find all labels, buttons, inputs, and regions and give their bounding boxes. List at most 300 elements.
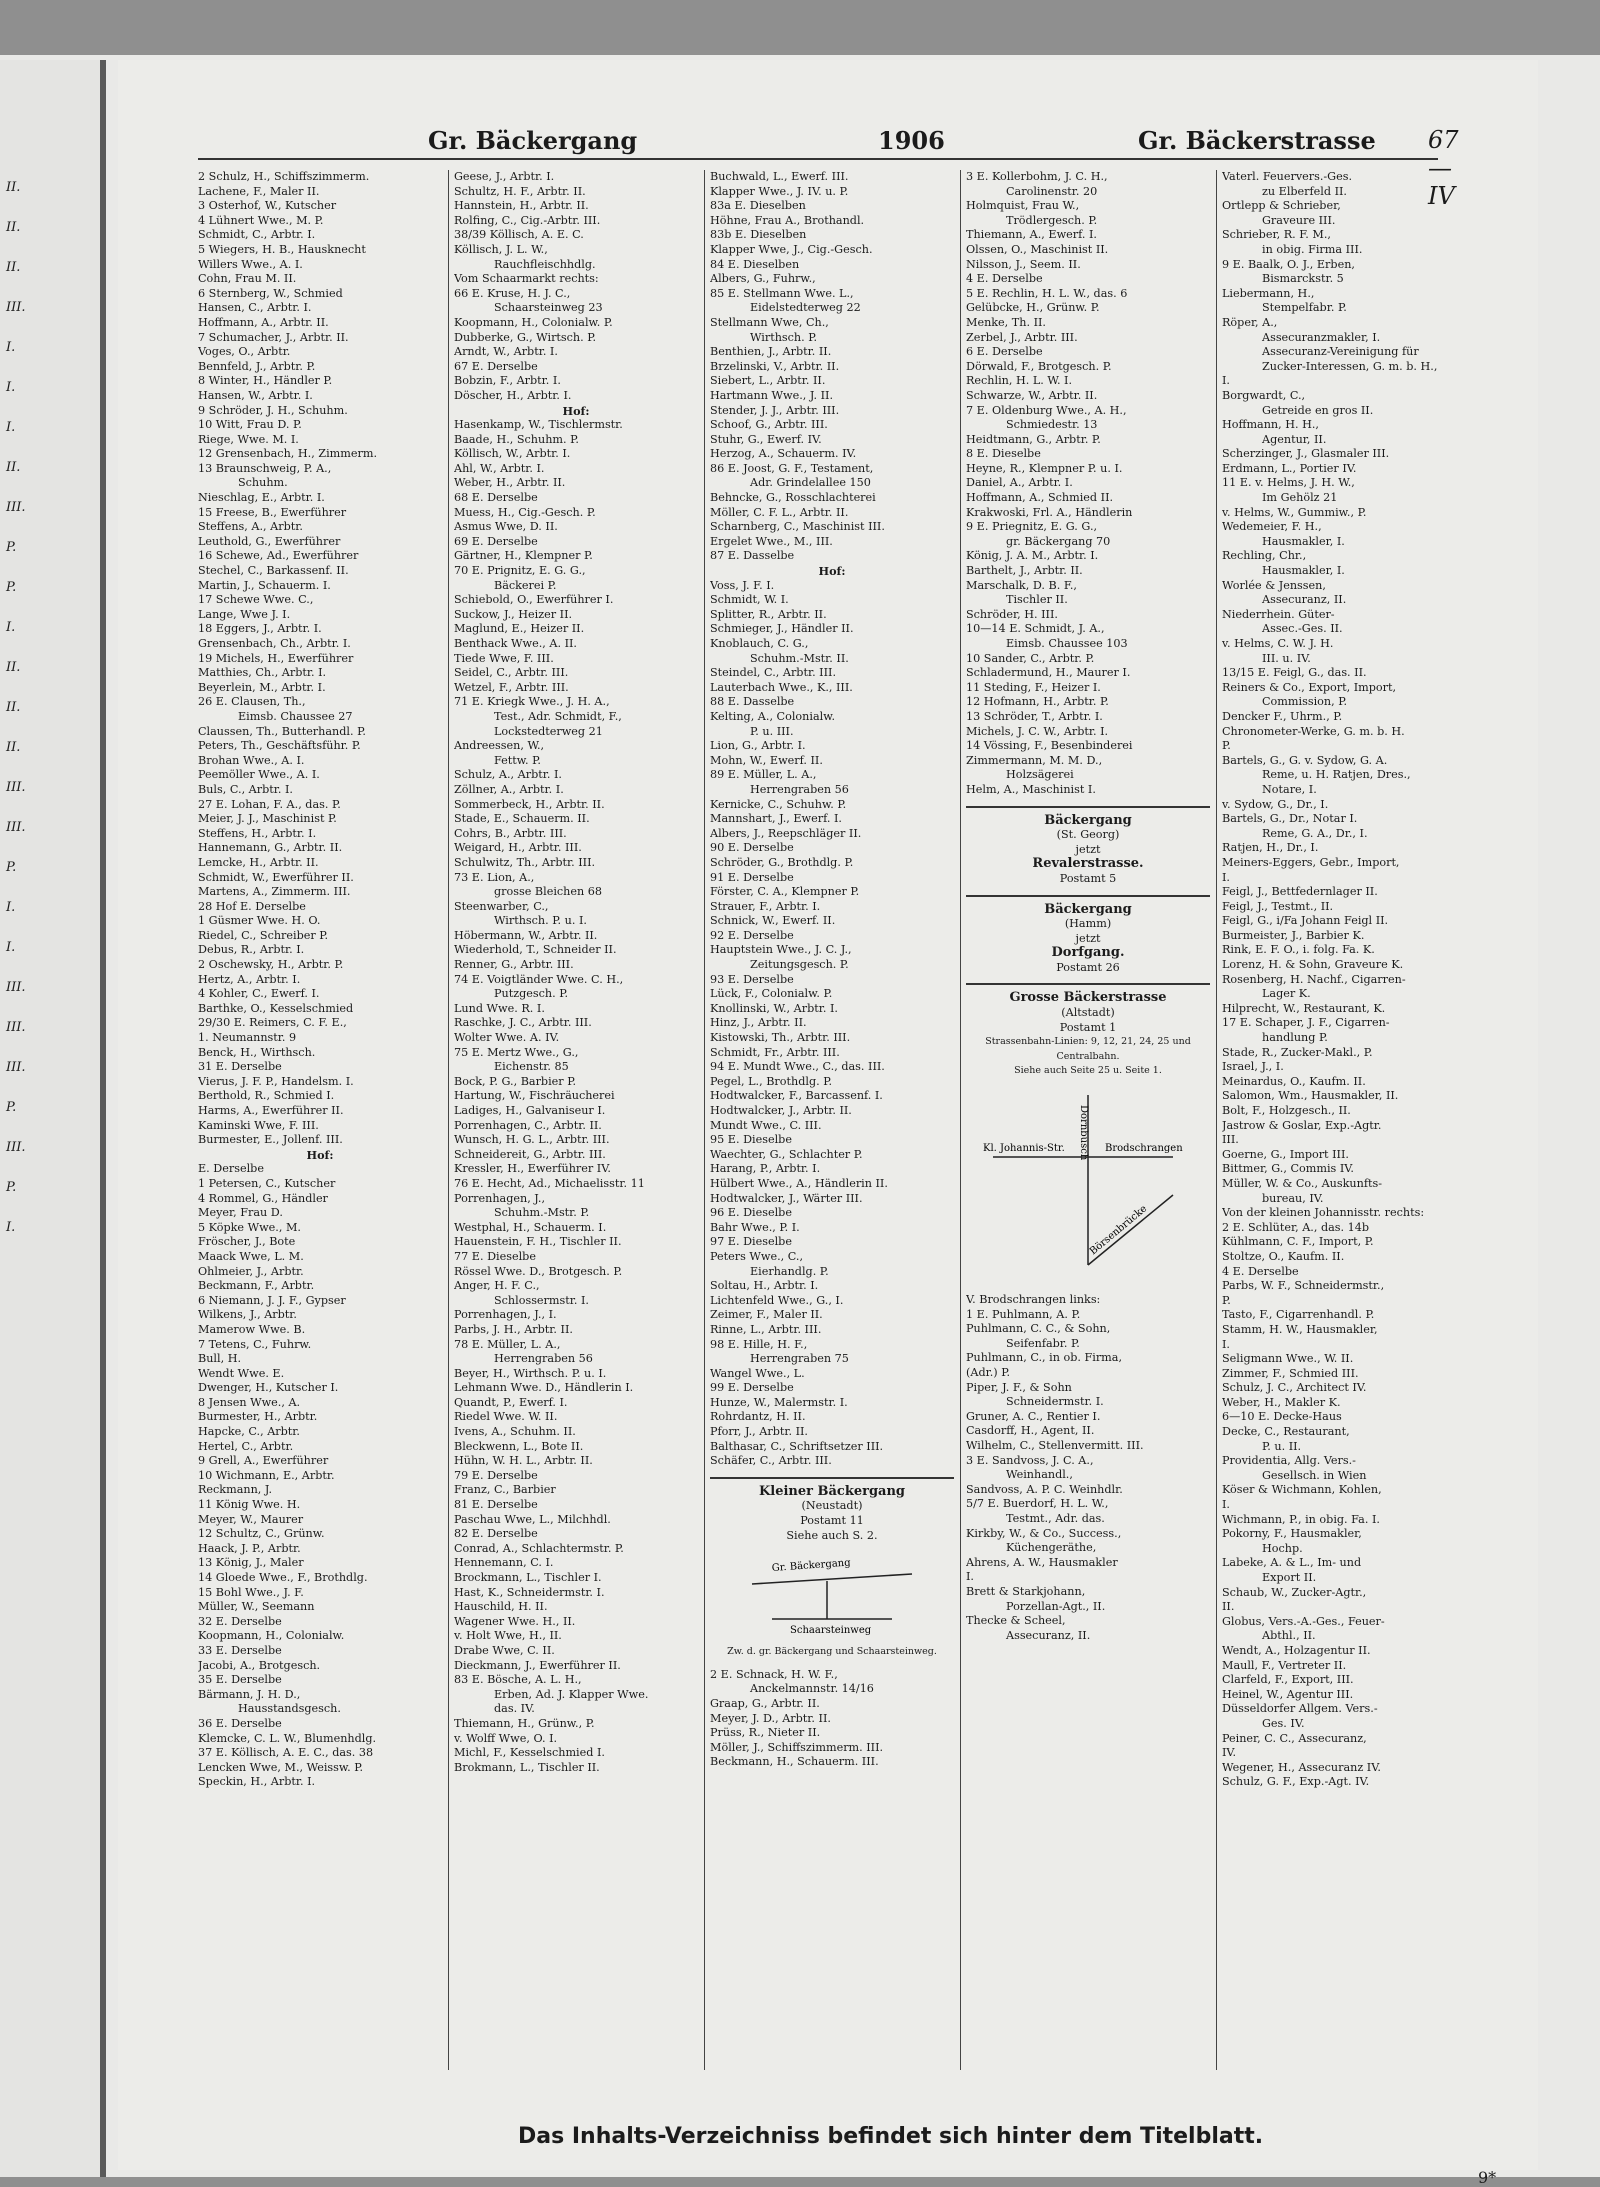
- directory-entry: 81 E. Derselbe: [454, 1498, 538, 1512]
- directory-entry: Balthasar, C., Schriftsetzer III.: [710, 1439, 884, 1453]
- directory-entry: Rechlin, H. L. W. I.: [966, 374, 1073, 388]
- margin-mark: I.: [6, 340, 16, 355]
- directory-entry: Erben, Ad. J. Klapper Wwe.: [494, 1687, 649, 1701]
- margin-mark: II.: [6, 460, 21, 475]
- previous-page-edge: [0, 60, 106, 2177]
- directory-entry: Sommerbeck, H., Arbtr. II.: [454, 797, 605, 811]
- directory-entry: 19 Michels, H., Ewerführer: [198, 651, 354, 665]
- directory-entry: Graveure III.: [1262, 213, 1336, 227]
- directory-entry: Dörwald, F., Brotgesch. P.: [966, 359, 1112, 373]
- directory-entry: III.: [1222, 1133, 1239, 1147]
- directory-entry: Bartels, G., Dr., Notar I.: [1222, 812, 1358, 826]
- directory-entry: Feigl, J., Bettfedernlager II.: [1222, 885, 1378, 899]
- directory-entry: 91 E. Derselbe: [710, 870, 794, 884]
- directory-entry: Adr. Grindelallee 150: [750, 476, 871, 490]
- directory-entry: Riedel, C., Schreiber P.: [198, 928, 329, 942]
- directory-entry: Weinhandl.,: [1006, 1468, 1073, 1482]
- directory-entry: Zöllner, A., Arbtr. I.: [454, 782, 564, 796]
- directory-entry: 83a E. Dieselben: [710, 199, 806, 213]
- kleiner-baeckergang-box: [710, 1477, 954, 1660]
- directory-entry: Tasto, F., Cigarrenhandl. P.: [1222, 1308, 1375, 1322]
- directory-entry: Peiner, C. C., Assecuranz,: [1222, 1731, 1367, 1745]
- directory-entry: Reckmann, J.: [198, 1483, 273, 1497]
- directory-entry: Rinne, L., Arbtr. III.: [710, 1322, 822, 1336]
- directory-entry: 95 E. Dieselbe: [710, 1133, 792, 1147]
- baeckergang-hamm-box: [966, 895, 1210, 976]
- directory-entry: Hof:: [306, 1147, 334, 1162]
- directory-entry: 5 Köpke Wwe., M.: [198, 1220, 301, 1234]
- directory-entry: 8 Jensen Wwe., A.: [198, 1395, 301, 1409]
- directory-entry: Scherzinger, J., Glasmaler III.: [1222, 447, 1390, 461]
- directory-entry: Ges. IV.: [1262, 1716, 1305, 1730]
- directory-entry: Schneidermstr. I.: [1006, 1395, 1104, 1409]
- directory-entry: Reiners & Co., Export, Import,: [1222, 680, 1397, 694]
- directory-entry: 71 E. Kriegk Wwe., J. H. A.,: [454, 695, 610, 709]
- directory-entry: 18 Eggers, J., Arbtr. I.: [198, 622, 322, 636]
- margin-mark: II.: [6, 180, 21, 195]
- directory-entry: I.: [1222, 870, 1230, 884]
- directory-entry: Lockstedterweg 21: [494, 724, 603, 738]
- directory-entry: Matthies, Ch., Arbtr. I.: [198, 666, 327, 680]
- directory-entry: Bahr Wwe., P. I.: [710, 1220, 800, 1234]
- directory-entry: v. Sydow, G., Dr., I.: [1222, 797, 1329, 811]
- directory-entry: Bennfeld, J., Arbtr. P.: [198, 359, 316, 373]
- directory-entry: P.: [1222, 739, 1231, 753]
- directory-entry: Muess, H., Cig.-Gesch. P.: [454, 505, 596, 519]
- box-postamt: Postamt 26: [1056, 960, 1120, 974]
- directory-entry: Lachene, F., Maler II.: [198, 184, 320, 198]
- directory-entry: Steffens, H., Arbtr. I.: [198, 826, 317, 840]
- directory-entry: Speckin, H., Arbtr. I.: [198, 1775, 316, 1789]
- directory-entry: Weber, H., Makler K.: [1222, 1395, 1341, 1409]
- directory-entry: Thiemann, H., Grünw., P.: [454, 1716, 595, 1730]
- directory-entry: Ahl, W., Arbtr. I.: [454, 461, 545, 475]
- directory-entry: Rauchfleischhdlg.: [494, 257, 596, 271]
- directory-entry: P. u. III.: [750, 724, 794, 738]
- directory-entry: Schoof, G., Arbtr. III.: [710, 418, 828, 432]
- directory-entry: Schmidt, C., Arbtr. I.: [198, 228, 316, 242]
- directory-entry: 15 Freese, B., Ewerführer: [198, 505, 347, 519]
- directory-entry: Raschke, J. C., Arbtr. III.: [454, 1016, 592, 1030]
- directory-entry: Hertel, C., Arbtr.: [198, 1439, 294, 1453]
- directory-entry: Clarfeld, F., Export, III.: [1222, 1673, 1354, 1687]
- directory-entry: Röper, A.,: [1222, 315, 1278, 329]
- directory-entry: Globus, Vers.-A.-Ges., Feuer-: [1222, 1614, 1385, 1628]
- directory-entry: 5 E. Rechlin, H. L. W., das. 6: [966, 286, 1128, 300]
- directory-entry: IV.: [1222, 1746, 1237, 1760]
- directory-entry: I.: [1222, 1337, 1230, 1351]
- directory-entry: Hartung, W., Fischräucherei: [454, 1089, 615, 1103]
- directory-entry: Lund Wwe. R. I.: [454, 1001, 545, 1015]
- directory-entry: Dwenger, H., Kutscher I.: [198, 1381, 339, 1395]
- directory-entry: Haack, J. P., Arbtr.: [198, 1541, 301, 1555]
- directory-entry: Carolinenstr. 20: [1006, 184, 1098, 198]
- directory-entry: 35 E. Derselbe: [198, 1673, 282, 1687]
- directory-entry: Lemcke, H., Arbtr. II.: [198, 855, 319, 869]
- directory-entry: Wilkens, J., Arbtr.: [198, 1308, 297, 1322]
- directory-entry: Siebert, L., Arbtr. II.: [710, 374, 826, 388]
- directory-entry: Herrengraben 56: [494, 1352, 593, 1366]
- directory-entry: 13 König, J., Maler: [198, 1556, 304, 1570]
- directory-entry: Tischler II.: [1006, 593, 1068, 607]
- directory-entry: Mamerow Wwe. B.: [198, 1322, 306, 1336]
- directory-entry: Hunze, W., Malermstr. I.: [710, 1395, 848, 1409]
- directory-entry: Gelübcke, H., Grünw. P.: [966, 301, 1100, 315]
- directory-entry: Feigl, J., Testmt., II.: [1222, 899, 1334, 913]
- directory-entry: Claussen, Th., Butterhandl. P.: [198, 724, 366, 738]
- directory-entry: 5 Wiegers, H. B., Hausknecht: [198, 242, 366, 256]
- margin-mark: P.: [6, 580, 17, 595]
- directory-entry: in obig. Firma III.: [1262, 242, 1363, 256]
- margin-mark: II.: [6, 220, 21, 235]
- directory-entry: Schulz, A., Arbtr. I.: [454, 768, 562, 782]
- directory-entry: Reme, u. H. Ratjen, Dres.,: [1262, 768, 1411, 782]
- directory-entry: 10 Witt, Frau D. P.: [198, 418, 302, 432]
- directory-entry: Nieschlag, E., Arbtr. I.: [198, 491, 325, 505]
- directory-entry: Wendt Wwe. E.: [198, 1366, 285, 1380]
- directory-entry: Rolfing, C., Cig.-Arbtr. III.: [454, 213, 601, 227]
- directory-entry: Höhne, Frau A., Brothandl.: [710, 213, 865, 227]
- directory-entry: Schröder, H. III.: [966, 607, 1058, 621]
- margin-mark: II.: [6, 700, 21, 715]
- margin-mark: I.: [6, 620, 16, 635]
- directory-entry: Lichtenfeld Wwe., G., I.: [710, 1293, 844, 1307]
- directory-entry: Mohn, W., Ewerf. II.: [710, 753, 823, 767]
- directory-entry: Drabe Wwe, C. II.: [454, 1643, 555, 1657]
- directory-entry: Scharnberg, C., Maschinist III.: [710, 520, 885, 534]
- directory-entry: Hodtwalcker, J., Arbtr. II.: [710, 1104, 852, 1117]
- column-4: [966, 170, 1210, 1643]
- directory-entry: Kühlmann, C. F., Import, P.: [1222, 1235, 1374, 1249]
- directory-entry: Martens, A., Zimmerm. III.: [198, 885, 351, 899]
- directory-entry: Schnick, W., Ewerf. II.: [710, 914, 836, 928]
- directory-entry: Hausmakler, I.: [1262, 534, 1345, 548]
- margin-mark: II.: [6, 740, 21, 755]
- directory-entry: v. Helms, C. W. J. H.: [1222, 637, 1334, 650]
- directory-entry: Israel, J., I.: [1222, 1060, 1284, 1074]
- directory-entry: Voges, O., Arbtr.: [198, 345, 291, 359]
- directory-entry: 9 E. Priegnitz, E. G. G.,: [966, 520, 1098, 534]
- directory-entry: Assecuranz-Vereinigung für: [1262, 345, 1419, 359]
- directory-entry: Prüss, R., Nieter II.: [710, 1726, 821, 1740]
- directory-entry: Klapper Wwe, J., Cig.-Gesch.: [710, 242, 873, 256]
- directory-entry: Wilhelm, C., Stellenvermitt. III.: [966, 1438, 1144, 1452]
- directory-entry: Mannshart, J., Ewerf. I.: [710, 812, 842, 826]
- directory-entry: 69 E. Derselbe: [454, 534, 538, 548]
- directory-entry: Stellmann Wwe, Ch.,: [710, 315, 829, 329]
- directory-entry: Chronometer-Werke, G. m. b. H.: [1222, 724, 1405, 738]
- directory-entry: Schwarze, W., Arbtr. II.: [966, 388, 1098, 402]
- box-subtitle: (Neustadt): [801, 1499, 863, 1513]
- directory-entry: Kernicke, C., Schuhw. P.: [710, 797, 847, 811]
- directory-entry: Renner, G., Arbtr. III.: [454, 958, 574, 972]
- directory-entry: Schultz, H. F., Arbtr. II.: [454, 184, 586, 198]
- margin-mark: III.: [6, 300, 26, 315]
- street-sketch: [732, 1549, 932, 1639]
- directory-entry: 12 Schultz, C., Grünw.: [198, 1527, 325, 1541]
- directory-entry: Meyer, W., Maurer: [198, 1512, 304, 1526]
- directory-entry: Bäckerei P.: [494, 578, 557, 592]
- directory-entry: Stempelfabr. P.: [1262, 301, 1347, 315]
- directory-entry: Schaub, W., Zucker-Agtr.,: [1222, 1585, 1367, 1599]
- directory-entry: 13 Braunschweig, P. A.,: [198, 461, 332, 475]
- box-see-also: Siehe auch Seite 25 u. Seite 1.: [1014, 1065, 1162, 1077]
- directory-entry: Schulwitz, Th., Arbtr. III.: [454, 855, 596, 869]
- directory-entry: Porrenhagen, C., Arbtr. II.: [454, 1118, 602, 1132]
- directory-entry: Kistowski, Th., Arbtr. III.: [710, 1031, 851, 1045]
- directory-entry: Fröscher, J., Bote: [198, 1235, 296, 1249]
- directory-entry: 8 Winter, H., Händler P.: [198, 374, 333, 388]
- directory-entry: Wetzel, F., Arbtr. III.: [454, 680, 569, 694]
- directory-entry: Schneidereit, G., Arbtr. III.: [454, 1147, 606, 1161]
- directory-entry: E. Derselbe: [198, 1162, 264, 1176]
- box-jetzt: jetzt: [1075, 931, 1101, 945]
- directory-entry: 87 E. Dasselbe: [710, 549, 795, 563]
- footer-note: Das Inhalts-Verzeichniss befindet sich hinter dem Titelblatt.: [518, 2124, 1264, 2149]
- directory-entry: Koopmann, H., Colonialw. P.: [454, 315, 613, 329]
- directory-entry: Wichmann, P., in obig. Fa. I.: [1222, 1512, 1380, 1526]
- directory-entry: Porrenhagen, J.,: [454, 1191, 546, 1205]
- directory-entry: Zeitungsgesch. P.: [750, 958, 849, 972]
- directory-entry: 11 König Wwe. H.: [198, 1498, 301, 1512]
- directory-entry: Hoffmann, H. H.,: [1222, 418, 1319, 432]
- directory-entry: 83 E. Bösche, A. L. H.,: [454, 1673, 582, 1687]
- directory-entry: Von der kleinen Johannisstr. rechts:: [1222, 1206, 1425, 1220]
- directory-entry: Hansen, C., Arbtr. I.: [198, 301, 312, 315]
- directory-entry: Harang, P., Arbtr. I.: [710, 1162, 821, 1176]
- directory-entry: Lager K.: [1262, 987, 1311, 1001]
- directory-entry: Berthold, R., Schmied I.: [198, 1089, 335, 1103]
- directory-entry: 6 Niemann, J. J. F., Gypser: [198, 1293, 346, 1307]
- directory-entry: Heinel, W., Agentur III.: [1222, 1687, 1354, 1701]
- margin-mark: I.: [6, 420, 16, 435]
- box-subtitle: (St. Georg): [1056, 828, 1120, 842]
- directory-entry: Holmquist, Frau W.,: [966, 199, 1080, 213]
- directory-entry: 6 E. Derselbe: [966, 345, 1043, 359]
- directory-entry: Ohlmeier, J., Arbtr.: [198, 1264, 304, 1278]
- box-tram-lines: Strassenbahn-Linien: 9, 12, 21, 24, 25 und Centralbahn.: [985, 1036, 1191, 1062]
- directory-entry: Assecuranzmakler, I.: [1262, 330, 1381, 344]
- directory-entry: Thiemann, A., Ewerf. I.: [966, 228, 1097, 242]
- directory-entry: Schaarsteinweg 23: [494, 301, 603, 315]
- directory-entry: Brokmann, L., Tischler II.: [454, 1760, 600, 1774]
- directory-entry: Bobzin, F., Arbtr. I.: [454, 374, 561, 388]
- directory-entry: v. Wolff Wwe, O. I.: [454, 1731, 558, 1745]
- directory-entry: Zimmermann, M. M. D.,: [966, 753, 1103, 767]
- column-divider: [960, 170, 961, 2070]
- directory-entry: 86 E. Joost, G. F., Testament,: [710, 461, 874, 475]
- directory-entry: Koopmann, H., Colonialw.: [198, 1629, 345, 1643]
- directory-entry: Anger, H. F. C.,: [454, 1279, 540, 1293]
- directory-entry: 14 Gloede Wwe., F., Brothdlg.: [198, 1571, 368, 1584]
- directory-entry: Ahrens, A. W., Hausmakler: [966, 1555, 1118, 1569]
- column-divider: [1216, 170, 1217, 2070]
- directory-entry: Hapcke, C., Arbtr.: [198, 1425, 300, 1439]
- directory-entry: Ivens, A., Schuhm. II.: [454, 1425, 576, 1439]
- directory-entry: Bleckwenn, L., Bote II.: [454, 1439, 584, 1453]
- directory-entry: Erdmann, L., Portier IV.: [1222, 461, 1357, 475]
- directory-entry: Wedemeier, F. H.,: [1222, 520, 1322, 534]
- directory-entry: Benthack Wwe., A. II.: [454, 637, 577, 650]
- directory-entry: Riege, Wwe. M. I.: [198, 432, 299, 446]
- directory-entry: Debus, R., Arbtr. I.: [198, 943, 305, 957]
- directory-entry: Peters Wwe., C.,: [710, 1249, 804, 1263]
- directory-entry: 33 E. Derselbe: [198, 1643, 282, 1657]
- directory-entry: Beckmann, H., Schauerm. III.: [710, 1755, 879, 1769]
- box-title: Bäckergang: [1044, 812, 1132, 828]
- directory-entry: Westphal, H., Schauerm. I.: [454, 1220, 607, 1234]
- directory-entry: Köllisch, W., Arbtr. I.: [454, 447, 571, 461]
- directory-entry: Tiede Wwe, F. III.: [454, 651, 554, 665]
- directory-entry: 13/15 E. Feigl, G., das. II.: [1222, 666, 1367, 680]
- margin-mark: II.: [6, 660, 21, 675]
- directory-entry: Zimmer, F., Schmied III.: [1222, 1366, 1359, 1380]
- directory-entry: Ortlepp & Schrieber,: [1222, 199, 1341, 213]
- directory-entry: Hof:: [818, 564, 846, 579]
- directory-entry: Franz, C., Barbier: [454, 1483, 556, 1497]
- directory-entry: Beyer, H., Wirthsch. P. u. I.: [454, 1366, 607, 1380]
- directory-entry: 17 Schewe Wwe. C.,: [198, 593, 314, 607]
- directory-entry: Labeke, A. & L., Im- und: [1222, 1556, 1362, 1570]
- directory-entry: Rohrdantz, H. II.: [710, 1410, 806, 1424]
- directory-entry: Kirkby, W., & Co., Success.,: [966, 1526, 1122, 1540]
- directory-entry: Dieckmann, J., Ewerführer II.: [454, 1658, 621, 1672]
- directory-entry: grosse Bleichen 68: [494, 885, 602, 899]
- directory-entry: Bartels, G., G. v. Sydow, G. A.: [1222, 753, 1388, 767]
- column-4-entries: [966, 170, 1210, 798]
- directory-entry: Hodtwalcker, F., Barcassenf. I.: [710, 1089, 883, 1103]
- directory-entry: Holzsägerei: [1006, 768, 1074, 782]
- directory-entry: 1 E. Puhlmann, A. P.: [966, 1307, 1081, 1321]
- directory-entry: Assecuranz, II.: [1006, 1628, 1091, 1642]
- directory-entry: Paschau Wwe, L., Milchhdl.: [454, 1512, 611, 1526]
- directory-entry: 12 Hofmann, H., Arbtr. P.: [966, 695, 1109, 709]
- street-sketch: [973, 1085, 1203, 1285]
- directory-entry: Stamm, H. W., Hausmakler,: [1222, 1322, 1378, 1336]
- margin-mark: III.: [6, 820, 26, 835]
- directory-entry: Buchwald, L., Ewerf. III.: [710, 170, 849, 183]
- directory-entry: Trödlergesch. P.: [1006, 213, 1098, 227]
- directory-entry: Schulz, G. F., Exp.-Agt. IV.: [1222, 1775, 1370, 1789]
- directory-entry: 38/39 Köllisch, A. E. C.: [454, 228, 584, 242]
- directory-entry: 6 Sternberg, W., Schmied: [198, 286, 343, 300]
- directory-entry: Behncke, G., Rosschlachterei: [710, 491, 876, 505]
- directory-entry: Andreessen, W.,: [454, 739, 545, 753]
- directory-entry: Arndt, W., Arbtr. I.: [454, 345, 558, 359]
- directory-entry: 8 E. Dieselbe: [966, 447, 1041, 461]
- directory-entry: Beckmann, F., Arbtr.: [198, 1279, 315, 1293]
- box-note: Zw. d. gr. Bäckergang und Schaarsteinweg.: [727, 1646, 937, 1658]
- directory-entry: Schmidt, W., Ewerführer II.: [198, 870, 354, 884]
- margin-mark: III.: [6, 780, 26, 795]
- directory-entry: 2 Oschewsky, H., Arbtr. P.: [198, 958, 344, 972]
- directory-entry: Testmt., Adr. das.: [1006, 1511, 1105, 1525]
- directory-entry: Pforr, J., Arbtr. II.: [710, 1425, 808, 1439]
- directory-entry: Zeimer, F., Maler II.: [710, 1308, 823, 1322]
- directory-entry: Notare, I.: [1262, 782, 1317, 796]
- directory-entry: 29/30 E. Reimers, C. F. E.,: [198, 1016, 347, 1030]
- directory-entry: Michels, J. C. W., Arbtr. I.: [966, 724, 1109, 738]
- directory-entry: Meinardus, O., Kaufm. II.: [1222, 1074, 1366, 1088]
- directory-entry: Krakwoski, Frl. A., Händlerin: [966, 505, 1133, 519]
- directory-entry: Köser & Wichmann, Kohlen,: [1222, 1483, 1382, 1497]
- directory-entry: Bolt, F., Holzgesch., II.: [1222, 1104, 1351, 1117]
- directory-entry: 15 Bohl Wwe., J. F.: [198, 1585, 304, 1599]
- directory-entry: Wiederhold, T., Schneider II.: [454, 943, 617, 957]
- directory-entry: 4 E. Derselbe: [1222, 1264, 1299, 1278]
- directory-entry: Wirthsch. P.: [750, 330, 818, 344]
- directory-entry: Ratjen, H., Dr., I.: [1222, 841, 1319, 855]
- directory-entry: Meiners-Eggers, Gebr., Import,: [1222, 855, 1400, 869]
- margin-mark: P.: [6, 1180, 17, 1195]
- directory-entry: P.: [1222, 1293, 1231, 1307]
- directory-entry: Heidtmann, G., Arbtr. P.: [966, 432, 1101, 446]
- column-4-entries-after: [966, 1293, 1210, 1643]
- directory-entry: 76 E. Hecht, Ad., Michaelisstr. 11: [454, 1176, 645, 1190]
- page-number: 9*: [1478, 2168, 1497, 2187]
- directory-entry: Zerbel, J., Arbtr. III.: [966, 330, 1078, 344]
- directory-entry: II.: [1222, 1600, 1235, 1614]
- directory-entry: Weber, H., Arbtr. II.: [454, 476, 566, 490]
- box-subtitle: (Altstadt): [1061, 1006, 1115, 1020]
- directory-entry: Cohn, Frau M. II.: [198, 272, 297, 286]
- box-postamt: Postamt 5: [1059, 871, 1117, 885]
- directory-entry: 4 Kohler, C., Ewerf. I.: [198, 987, 320, 1001]
- directory-entry: 36 E. Derselbe: [198, 1716, 282, 1730]
- directory-entry: Cohrs, B., Arbtr. III.: [454, 826, 567, 840]
- directory-entry: Strauer, F., Arbtr. I.: [710, 899, 821, 913]
- column-divider: [704, 170, 705, 2070]
- directory-entry: Leuthold, G., Ewerführer: [198, 534, 341, 548]
- directory-entry: Gesellsch. in Wien: [1262, 1468, 1367, 1482]
- directory-entry: Schrieber, R. F. M.,: [1222, 228, 1331, 242]
- directory-entry: 9 Grell, A., Ewerführer: [198, 1454, 329, 1468]
- directory-entry: Lange, Wwe J. I.: [198, 607, 291, 621]
- directory-entry: 85 E. Stellmann Wwe. L.,: [710, 286, 854, 300]
- street-label: Dornbusch: [1078, 1105, 1089, 1161]
- directory-entry: Hoffmann, A., Arbtr. II.: [198, 315, 329, 329]
- directory-entry: Stoltze, O., Kaufm. II.: [1222, 1249, 1345, 1263]
- margin-mark: P.: [6, 860, 17, 875]
- box-title: Grosse Bäckerstrasse: [1009, 990, 1167, 1006]
- directory-entry: Gruner, A. C., Rentier I.: [966, 1409, 1101, 1423]
- directory-entry: Assecuranz, II.: [1262, 593, 1347, 607]
- directory-entry: Baade, H., Schuhm. P.: [454, 432, 579, 446]
- directory-entry: Wangel Wwe., L.: [710, 1366, 805, 1380]
- directory-entry: 94 E. Mundt Wwe., C., das. III.: [710, 1060, 885, 1074]
- directory-entry: 7 Schumacher, J., Arbtr. II.: [198, 330, 349, 344]
- directory-entry: Hoffmann, A., Schmied II.: [966, 491, 1114, 505]
- directory-entry: Puhlmann, C. C., & Sohn,: [966, 1322, 1111, 1336]
- directory-entry: Stuhr, G., Ewerf. IV.: [710, 432, 822, 446]
- directory-entry: Stade, R., Zucker-Makl., P.: [1222, 1045, 1373, 1059]
- directory-entry: Schuhm.-Mstr. II.: [750, 651, 849, 665]
- margin-mark: I.: [6, 900, 16, 915]
- directory-entry: Salomon, Wm., Hausmakler, II.: [1222, 1089, 1399, 1103]
- directory-entry: Knollinski, W., Arbtr. I.: [710, 1001, 838, 1015]
- directory-entry: Düsseldorfer Allgem. Vers.-: [1222, 1702, 1378, 1716]
- directory-entry: 11 Steding, F., Heizer I.: [966, 680, 1101, 694]
- directory-entry: zu Elberfeld II.: [1262, 184, 1347, 198]
- directory-entry: Meyer, J. D., Arbtr. II.: [710, 1711, 831, 1725]
- street-label: Gr. Bäckergang: [771, 1557, 851, 1575]
- directory-entry: 4 Lühnert Wwe., M. P.: [198, 213, 324, 227]
- directory-entry: Export II.: [1262, 1571, 1317, 1584]
- directory-entry: Seligmann Wwe., W. II.: [1222, 1352, 1354, 1366]
- directory-entry: 1 Petersen, C., Kutscher: [198, 1176, 336, 1190]
- directory-entry: Suckow, J., Heizer II.: [454, 607, 573, 621]
- column-3-entries: [710, 170, 954, 1469]
